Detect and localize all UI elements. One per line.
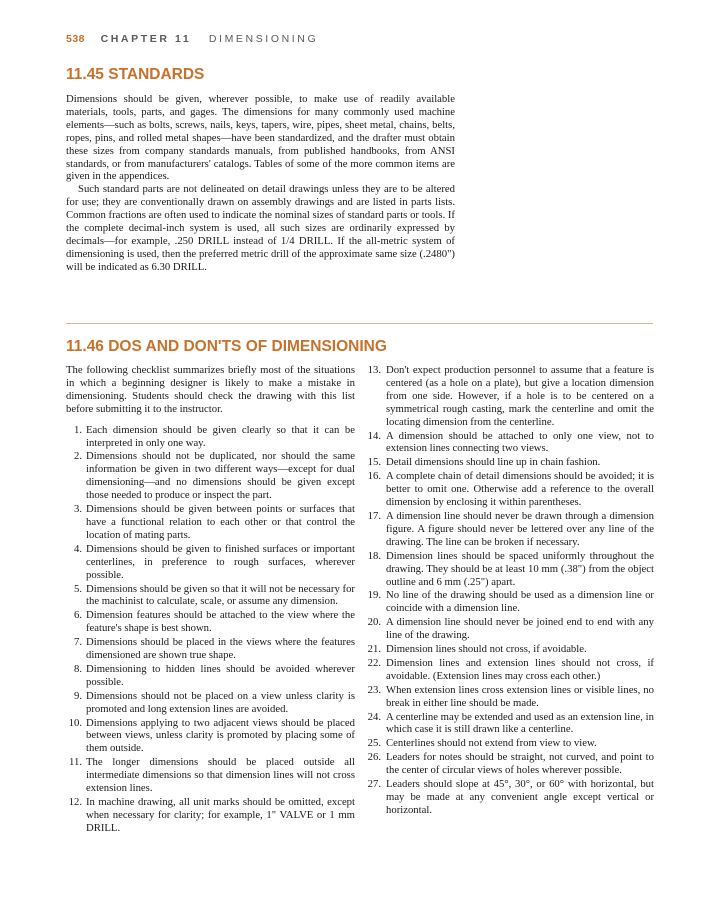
item-text: Leaders for notes should be straight, not curved, and point to the center of circular views of holes wherever possible. [386, 751, 654, 777]
paragraph: Dimensions should be given, wherever possible, to make use of readily available materials, tools, parts, and gages. The dimensions for many commonly used machine elements—such as bolts, screws, nails, keys, tapers, wire, pipes, sheet metal, chains, belts, ropes, pins, and rolled metal shapes—have been standardized, and the drafter must obtain these sizes from company standards manuals, from published handbooks, from ANSI standards, or from manufacturers' catalogs. Tables of some of the more common items are given in the appendices. [66, 93, 455, 183]
item-number: 25. [367, 737, 381, 750]
item-text: Dimensions should be given so that it will not be necessary for the machinist to calculate, scale, or assume any dimension. [86, 582, 355, 608]
item-number: 27. [367, 778, 381, 791]
item-number: 21. [367, 643, 381, 656]
item-number: 26. [367, 751, 381, 764]
item-number: 8. [73, 662, 82, 675]
item-number: 13. [367, 364, 381, 376]
list-item [365, 616, 654, 642]
item-text: Detail dimensions should line up in chain fashion. [386, 456, 601, 469]
item-number: 22. [367, 656, 381, 669]
paragraph: Such standard parts are not delineated on detail drawings unless they are to be altered for use; they are conventionally drawn on assembly drawings and are listed in parts lists. Common fractions are often used to indicate the nominal sizes of standard parts or tools. If the complete decimal-inch system is used, all such sizes are ordinarily expressed by decimals—for example, .250 DRILL instead of 1/4 DRILL. If the all-metric system of dimensioning is used, then the preferred metric drill of the approximate same size (.2480") will be indicated as 6.30 DRILL. [66, 183, 455, 273]
item-text: The longer dimensions should be placed outside all intermediate dimensions so that dimension lines will not cross extension lines. [86, 756, 355, 795]
item-text: Dimension features should be attached to the view where the feature's shape is best shown. [86, 609, 355, 635]
list-item [365, 711, 654, 737]
list-item [66, 717, 355, 756]
item-text: Dimension lines and extension lines should not cross, if avoidable. (Extension lines may cross each other.) [386, 656, 654, 682]
section-body-standards [66, 93, 455, 274]
item-number: 16. [367, 470, 381, 483]
item-text: A dimension line should never be drawn through a dimension figure. A figure should never be lettered over any line of the drawing. The line can be broken if necessary. [386, 509, 654, 548]
list-item [66, 424, 355, 450]
item-text: Don't expect production personnel to assume that a feature is centered (as a hole on a plate), but give a location dimension from one side. However, if a hole is to be centered on a symmetrical rough casting, mark the centerline and omit the locating dimension from the centerline. [386, 364, 654, 428]
list-item [365, 778, 654, 817]
list-item [365, 643, 654, 656]
page-number: 538 [66, 33, 86, 45]
list-item [66, 796, 355, 835]
item-number: 10. [68, 716, 82, 729]
item-number: 23. [367, 683, 381, 696]
item-text: A dimension line should never be joined end to end with any line of the drawing. [386, 616, 654, 642]
item-text: Leaders should slope at 45°, 30°, or 60° with horizontal, but may be made at any convenient angle except vertical or horizontal. [386, 778, 654, 816]
list-item [66, 663, 355, 689]
item-number: 12. [68, 796, 82, 808]
item-text: When extension lines cross extension lines or visible lines, no break in either line should be made. [386, 683, 654, 709]
item-number: 11. [69, 756, 82, 769]
list-item [365, 684, 654, 710]
item-text: Dimensions should be given between points or surfaces that have a functional relation to each other or that control the location of mating parts. [86, 503, 355, 541]
item-number: 7. [73, 636, 82, 649]
item-text: Dimensions should be given to finished surfaces or important centerlines, in preference to rough surfaces, wherever possible. [86, 542, 355, 581]
list-item [365, 364, 654, 429]
item-number: 3. [73, 503, 82, 516]
item-number: 14. [367, 429, 381, 442]
list-item [66, 450, 355, 502]
item-text: Dimensions should not be placed on a view unless clarity is promoted and long extension lines are avoided. [86, 689, 355, 715]
section-title-standards: 11.45 STANDARDS [66, 66, 205, 83]
item-number: 2. [73, 450, 82, 463]
list-item [66, 503, 355, 542]
list-item [365, 657, 654, 683]
item-number: 15. [367, 456, 381, 469]
list-item [365, 550, 654, 589]
item-text: No line of the drawing should be used as a dimension line or coincide with a dimension line. [386, 589, 654, 615]
item-text: Dimensions should be placed in the views where the features dimensioned are shown true shape. [86, 636, 355, 662]
item-text: Dimension lines should not cross, if avoidable. [386, 643, 587, 656]
checklist-column-left [66, 364, 355, 836]
item-number: 20. [367, 616, 381, 629]
chapter-subject: DIMENSIONING [208, 33, 319, 45]
list-item [365, 430, 654, 456]
section-title-dos-and-donts: 11.46 DOS AND DON'TS OF DIMENSIONING [66, 338, 387, 355]
item-number: 18. [367, 549, 381, 562]
item-number: 17. [367, 509, 381, 522]
list-item [365, 470, 654, 509]
item-text: A centerline may be extended and used as an extension line, in which case it is still drawn like a centerline. [386, 710, 654, 736]
list-item [365, 510, 654, 549]
list-item [66, 609, 355, 635]
item-text: A dimension should be attached to only one view, not to extension lines connecting two views. [386, 429, 654, 455]
item-text: Dimensions applying to two adjacent views should be placed between views, unless clarity is promoted by placing some of them outside. [86, 716, 355, 755]
list-item [66, 636, 355, 662]
item-text: In machine drawing, all unit marks should be omitted, except when necessary for clarity; for example, 1" VALVE or 1 mm DRILL. [86, 796, 355, 834]
checklist-intro: The following checklist summarizes briefly most of the situations in which a beginning designer is likely to make a mistake in dimensioning. Students should check the drawing with this list before submitting it to the instructor. [66, 364, 355, 415]
item-text: A complete chain of detail dimensions should be avoided; it is better to omit one. Otherwise add a reference to the overall dimension by enclosing it within parentheses. [386, 470, 654, 509]
item-number: 19. [367, 589, 381, 602]
checklist-column-right [365, 364, 654, 818]
chapter-label: CHAPTER 11 [100, 33, 192, 45]
item-number: 5. [73, 582, 82, 595]
item-number: 9. [73, 689, 82, 702]
list-item [365, 751, 654, 777]
running-head [66, 33, 666, 49]
item-text: Dimensioning to hidden lines should be avoided wherever possible. [86, 662, 355, 688]
section-divider [66, 323, 653, 324]
item-number: 6. [73, 609, 82, 622]
item-text: Dimensions should not be duplicated, nor should the same information be given in two different ways—except for dual dimensioning—and no dimensions should be given except those needed to produce or inspect the part. [86, 450, 355, 502]
item-number: 24. [367, 710, 381, 723]
checklist-continued [365, 364, 654, 817]
item-text: Dimension lines should be spaced uniformly throughout the drawing. They should be at least 10 mm (.38") from the object outline and 6 mm (.25") apart. [386, 549, 654, 588]
checklist [66, 424, 355, 835]
list-item [365, 589, 654, 615]
item-text: Each dimension should be given clearly so that it can be interpreted in only one way. [86, 423, 355, 449]
list-item [66, 543, 355, 582]
item-number: 1. [73, 423, 82, 436]
list-item [365, 456, 654, 469]
list-item [66, 690, 355, 716]
item-number: 4. [73, 542, 82, 555]
list-item [66, 756, 355, 795]
list-item [66, 583, 355, 609]
list-item [365, 737, 654, 750]
item-text: Centerlines should not extend from view to view. [386, 737, 597, 750]
